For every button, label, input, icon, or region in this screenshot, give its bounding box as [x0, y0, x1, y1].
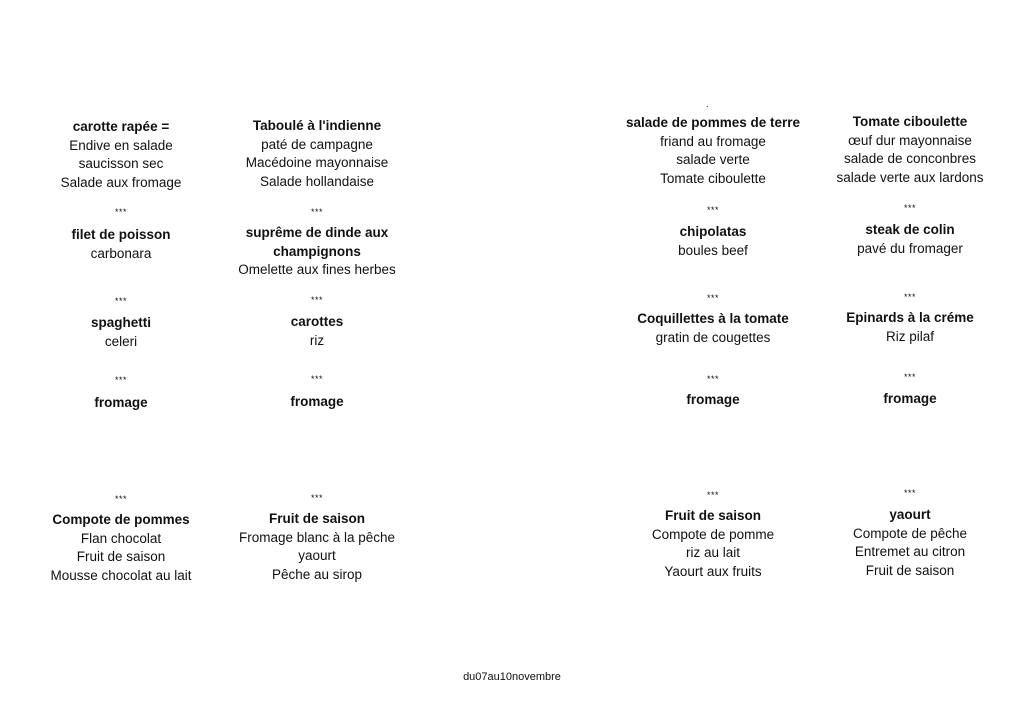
date-range-footer: du07au10novembre: [463, 671, 561, 683]
starter-item: paté de campagne: [261, 136, 373, 152]
separator: ***: [903, 488, 916, 498]
main-title: steak de colin: [865, 222, 955, 237]
starter-item: Salade aux fromage: [60, 174, 182, 190]
side-title: Epinards à la créme: [846, 310, 974, 325]
side-item: riz: [309, 332, 325, 348]
starter-title: Tomate ciboulette: [852, 114, 968, 129]
side-title: Coquillettes à la tomate: [637, 311, 789, 326]
main-item: Omelette aux fines herbes: [238, 262, 396, 277]
dessert-title: yaourt: [889, 507, 931, 522]
main-item: boules beef: [678, 242, 748, 258]
separator: ***: [114, 494, 127, 504]
stray-mark: .: [706, 99, 709, 109]
dessert-section: [217, 510, 417, 584]
dessert-item: Fruit de saison: [76, 549, 166, 564]
main-item: pavé du fromager: [857, 240, 963, 256]
side-section: [810, 309, 1010, 346]
dessert-item: Compote de pêche: [852, 525, 968, 541]
separator: ***: [903, 372, 916, 382]
starter-item: salade de conconbres: [843, 151, 977, 166]
separator: ***: [903, 203, 916, 213]
separator: ***: [706, 490, 719, 500]
separator: ***: [310, 295, 323, 305]
cheese-label: fromage: [290, 394, 344, 409]
main-title: suprême de dinde aux: [245, 225, 389, 240]
main-title: chipolatas: [679, 224, 747, 239]
dessert-section: [613, 507, 813, 581]
separator: ***: [114, 375, 127, 385]
starter-item: friand au fromage: [660, 133, 766, 149]
separator: ***: [706, 293, 719, 303]
separator: ***: [706, 374, 719, 384]
separator: ***: [903, 292, 916, 302]
starter-title: carotte rapée =: [72, 119, 170, 134]
main-item: carbonara: [90, 245, 152, 261]
starter-item: saucisson sec: [78, 156, 164, 171]
cheese-label: fromage: [686, 392, 740, 407]
side-item: gratin de cougettes: [655, 329, 771, 345]
separator: ***: [114, 207, 127, 217]
dessert-title: Fruit de saison: [664, 508, 762, 523]
side-section: [613, 310, 813, 347]
dessert-item: Pêche au sirop: [271, 566, 363, 582]
separator: ***: [310, 374, 323, 384]
starter-section: [21, 118, 221, 192]
main-section: [21, 226, 221, 263]
starter-section: [217, 117, 417, 191]
cheese-label: fromage: [94, 395, 148, 410]
dessert-item: Mousse chocolat au lait: [50, 567, 192, 583]
dessert-item: Fromage blanc à la pêche: [238, 529, 396, 545]
main-section: [810, 221, 1010, 258]
dessert-item: riz au lait: [685, 545, 741, 560]
starter-item: salade verte: [676, 152, 750, 167]
dessert-item: Fruit de saison: [865, 562, 955, 578]
dessert-item: Compote de pomme: [651, 526, 775, 542]
side-section: [217, 313, 417, 350]
starter-title: salade de pommes de terre: [625, 115, 801, 130]
dessert-item: yaourt: [298, 548, 336, 563]
dessert-item: Yaourt aux fruits: [664, 563, 762, 579]
separator: ***: [310, 493, 323, 503]
separator: ***: [310, 207, 323, 217]
starter-title: Taboulé à l'indienne: [252, 118, 382, 133]
side-item: Riz pilaf: [885, 328, 934, 344]
dessert-section: [21, 511, 221, 585]
side-title: carottes: [290, 314, 344, 329]
side-item: celeri: [104, 333, 138, 349]
starter-item: Salade hollandaise: [259, 173, 375, 189]
starter-item: salade verte aux lardons: [836, 169, 984, 185]
dessert-item: Entremet au citron: [854, 544, 966, 559]
dessert-section: [810, 506, 1010, 580]
starter-section: [810, 113, 1010, 187]
dessert-item: Flan chocolat: [80, 530, 162, 546]
starter-item: Endive en salade: [69, 137, 173, 153]
side-section: [21, 314, 221, 351]
starter-item: Macédoine mayonnaise: [245, 155, 389, 170]
starter-item: œuf dur mayonnaise: [848, 132, 972, 148]
side-title: spaghetti: [90, 315, 151, 330]
cheese-label: fromage: [883, 391, 937, 406]
dessert-title: Fruit de saison: [268, 511, 366, 526]
main-title: filet de poisson: [71, 227, 171, 242]
separator: ***: [114, 296, 127, 306]
main-section: [613, 223, 813, 260]
main-title-continued: champignons: [273, 243, 361, 259]
starter-item: Tomate ciboulette: [660, 170, 766, 186]
starter-section: [613, 114, 813, 188]
dessert-title: Compote de pommes: [52, 512, 190, 527]
main-section: [217, 224, 417, 280]
separator: ***: [706, 205, 719, 215]
